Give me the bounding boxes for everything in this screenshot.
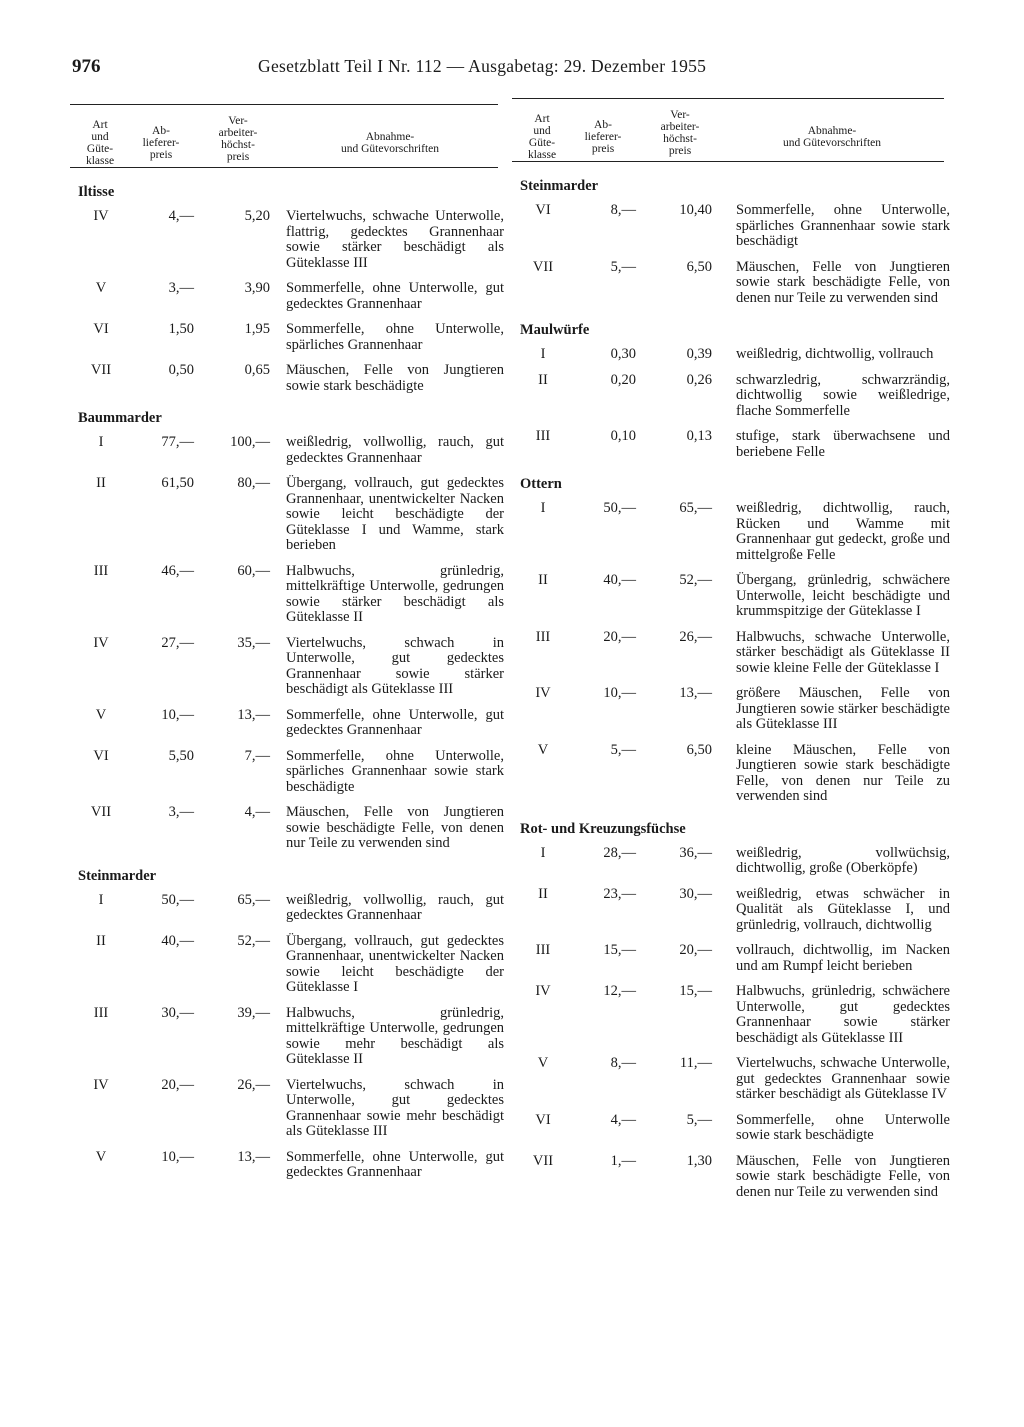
quality-description: Übergang, grünledrig, schwächere Unterwolle, leicht beschädigte und krummspitzige der Güteklasse I [736, 572, 950, 619]
quality-class: V [95, 1148, 107, 1165]
quality-description: weißledrig, dichtwollig, vollrauch [736, 346, 934, 362]
header-verarbeiter: Ver- arbeiter- höchst- preis [218, 115, 258, 163]
verarbeiter-price: 0,65 [244, 362, 270, 378]
table-row [512, 1152, 950, 1201]
quality-class: III [535, 628, 551, 645]
quality-class: IV [93, 208, 109, 224]
quality-class: VI [93, 747, 109, 764]
quality-class: V [95, 280, 107, 296]
table-row [512, 1111, 950, 1144]
quality-class: II [96, 932, 106, 949]
header-abnahme: Abnahme- und Gütevorschriften [782, 125, 882, 149]
table-row [512, 885, 950, 934]
ablieferer-price: 10,— [161, 706, 194, 723]
quality-class: IV [93, 1076, 109, 1093]
ablieferer-price: 4,— [168, 208, 194, 224]
ablieferer-price: 40,— [161, 932, 194, 949]
quality-class: VI [535, 202, 551, 218]
table-row [512, 1055, 950, 1103]
quality-description: Viertelwuchs, schwach in Unterwolle, gut gedecktes Grannenhaar sowie mehr beschädigt als Güteklasse III [286, 1076, 504, 1139]
verarbeiter-price: 4,— [244, 804, 270, 820]
ablieferer-price: 3,— [168, 280, 194, 296]
page-header [72, 56, 952, 82]
quality-description: Viertelwuchs, schwache Unterwolle, gut gedecktes Grannenhaar sowie stärker beschädigt als Güteklasse IV [736, 1055, 950, 1102]
table-row [70, 706, 504, 739]
quality-description: kleine Mäuschen, Felle von Jungtieren sowie stark beschädigte Felle, von denen nur Teile zu verwenden sind [736, 741, 950, 804]
table-row [512, 500, 950, 563]
quality-description: Mäuschen, Felle von Jungtieren sowie stark beschädigte Felle, von denen nur Teile zu verwenden sind [736, 258, 950, 306]
quality-class: I [98, 434, 104, 450]
quality-class: V [537, 741, 549, 758]
header-ablieferer: Ab- lieferer- preis [584, 119, 622, 155]
table-row [512, 202, 950, 250]
quality-class: IV [535, 983, 551, 999]
quality-description: schwarzledrig, schwarzrändig, dichtwollig sowie weißledrige, flache Sommerfelle [736, 371, 950, 419]
table-row [70, 562, 504, 626]
ablieferer-price: 0,20 [610, 371, 636, 388]
quality-class: I [540, 844, 546, 861]
page-title: Gesetzblatt Teil I Nr. 112 — Ausgabetag: 29. Dezember 1955 [258, 56, 707, 76]
ablieferer-price: 50,— [161, 891, 194, 908]
quality-description: Sommerfelle, ohne Unterwolle, gut gedecktes Grannenhaar [286, 706, 504, 738]
verarbeiter-price: 52,— [237, 932, 270, 949]
quality-class: VI [93, 321, 109, 337]
quality-description: weißledrig, etwas schwächer in Qualität als Güteklasse I, und grünledrig, vollrauch, dichtwollig [736, 885, 950, 933]
verarbeiter-price: 6,50 [686, 258, 712, 275]
quality-description: Sommerfelle, ohne Unterwolle, spärliches Grannenhaar sowie stark beschädigt [736, 202, 950, 249]
quality-class: I [98, 891, 104, 908]
table-row [70, 804, 504, 852]
ablieferer-price: 23,— [603, 885, 636, 902]
quality-description: größere Mäuschen, Felle von Jungtieren sowie stärker beschädigte als Güteklasse III [736, 685, 950, 732]
quality-description: vollrauch, dichtwollig, im Nacken und am Rumpf leicht berieben [736, 942, 950, 974]
quality-class: VII [532, 258, 554, 275]
header-verarbeiter: Ver- arbeiter- höchst- preis [660, 109, 700, 157]
table-row [512, 428, 950, 460]
section-title: Steinmarder [78, 867, 157, 884]
ablieferer-price: 20,— [161, 1076, 194, 1093]
quality-description: Sommerfelle, ohne Unterwolle, spärliches Grannenhaar [286, 321, 504, 353]
ablieferer-price: 0,30 [610, 346, 636, 362]
quality-description: Halbwuchs, grünledrig, mittelkräftige Unterwolle, gedrungen sowie mehr beschädigt als Güteklasse II [286, 1004, 504, 1067]
verarbeiter-price: 1,30 [686, 1152, 712, 1169]
page-number: 976 [72, 56, 101, 77]
quality-class: VII [90, 804, 112, 820]
verarbeiter-price: 5,20 [244, 208, 270, 224]
ablieferer-price: 46,— [161, 562, 194, 579]
quality-class: III [535, 428, 551, 444]
quality-description: Mäuschen, Felle von Jungtieren sowie stark beschädigte Felle, von denen nur Teile zu verwenden sind [736, 1152, 950, 1200]
section-title: Maulwürfe [520, 322, 590, 338]
table-row [70, 1148, 504, 1181]
quality-description: Mäuschen, Felle von Jungtieren sowie beschädigte Felle, von denen nur Teile zu verwenden sind [286, 804, 504, 851]
quality-description: weißledrig, vollwüchsig, dichtwollig, große (Oberköpfe) [736, 844, 950, 876]
verarbeiter-price: 7,— [244, 747, 270, 764]
quality-description: stufige, stark überwachsene und beriebene Felle [736, 428, 950, 460]
ablieferer-price: 0,10 [610, 428, 636, 444]
ablieferer-price: 77,— [161, 434, 194, 450]
verarbeiter-price: 13,— [679, 685, 712, 701]
quality-description: Halbwuchs, schwache Unterwolle, stärker beschädigt als Güteklasse II sowie kleine Felle der Güteklasse I [736, 628, 950, 676]
right-column [512, 98, 950, 1210]
quality-class: V [95, 706, 107, 723]
ablieferer-price: 12,— [603, 983, 636, 999]
verarbeiter-price: 0,26 [686, 371, 712, 388]
verarbeiter-price: 6,50 [686, 741, 712, 758]
quality-description: Mäuschen, Felle von Jungtieren sowie stark beschädigte [286, 362, 504, 394]
section-title: Ottern [520, 476, 562, 492]
table-header [512, 98, 944, 162]
ablieferer-price: 30,— [161, 1004, 194, 1021]
verarbeiter-price: 15,— [679, 983, 712, 999]
quality-class: III [93, 1004, 109, 1021]
section-title: Iltisse [78, 184, 115, 200]
header-abnahme: Abnahme- und Gütevorschriften [340, 131, 440, 155]
table-row [70, 747, 504, 796]
quality-class: IV [93, 634, 109, 651]
table-header [70, 104, 498, 168]
quality-class: III [93, 562, 109, 579]
ablieferer-price: 27,— [161, 634, 194, 651]
quality-class: V [537, 1055, 549, 1071]
verarbeiter-price: 3,90 [244, 280, 270, 296]
verarbeiter-price: 26,— [679, 628, 712, 645]
table-row [512, 572, 950, 620]
ablieferer-price: 1,— [610, 1152, 636, 1169]
ablieferer-price: 1,50 [168, 321, 194, 337]
table-row [512, 628, 950, 677]
quality-description: Viertelwuchs, schwach in Unterwolle, gut gedecktes Grannenhaar sowie stärker beschädigt als Güteklasse III [286, 634, 504, 697]
header-art: Art und Güte- klasse [527, 113, 557, 161]
quality-class: I [540, 346, 546, 362]
verarbeiter-price: 13,— [237, 706, 270, 723]
ablieferer-price: 8,— [610, 202, 636, 218]
table-row [70, 475, 504, 554]
quality-class: VII [90, 362, 112, 378]
table-row [70, 634, 504, 698]
section-title: Rot- und Kreuzungsfüchse [520, 820, 686, 837]
ablieferer-price: 61,50 [161, 475, 194, 491]
quality-class: II [96, 475, 106, 491]
table-row [512, 741, 950, 805]
quality-class: VI [535, 1111, 551, 1128]
section-title: Steinmarder [520, 178, 599, 194]
verarbeiter-price: 52,— [679, 572, 712, 588]
ablieferer-price: 20,— [603, 628, 636, 645]
quality-description: Viertelwuchs, schwache Unterwolle, flattrig, gedecktes Grannenhaar sowie stärker beschädigt als Güteklasse III [286, 208, 504, 271]
quality-description: Sommerfelle, ohne Unterwolle, gut gedecktes Grannenhaar [286, 1148, 504, 1180]
quality-class: I [540, 500, 546, 516]
table-row [70, 208, 504, 271]
table-row [70, 1004, 504, 1068]
quality-class: II [538, 371, 548, 388]
quality-class: VII [532, 1152, 554, 1169]
verarbeiter-price: 0,13 [686, 428, 712, 444]
table-row [70, 321, 504, 353]
quality-description: Übergang, vollrauch, gut gedecktes Grannenhaar, unentwickelter Nacken sowie leicht beschädigte der Güteklasse I und Wamme, stark berieben [286, 475, 504, 553]
quality-description: Sommerfelle, ohne Unterwolle sowie stark beschädigte [736, 1111, 950, 1143]
ablieferer-price: 15,— [603, 942, 636, 958]
table-row [70, 1076, 504, 1140]
verarbeiter-price: 60,— [237, 562, 270, 579]
verarbeiter-price: 39,— [237, 1004, 270, 1021]
quality-class: IV [535, 685, 551, 701]
ablieferer-price: 4,— [610, 1111, 636, 1128]
table-row [512, 942, 950, 974]
ablieferer-price: 0,50 [168, 362, 194, 378]
table-row [512, 844, 950, 877]
verarbeiter-price: 26,— [237, 1076, 270, 1093]
verarbeiter-price: 65,— [679, 500, 712, 516]
verarbeiter-price: 5,— [686, 1111, 712, 1128]
ablieferer-price: 28,— [603, 844, 636, 861]
right-sections [512, 178, 950, 1200]
ablieferer-price: 50,— [603, 500, 636, 516]
left-column [70, 104, 504, 1191]
verarbeiter-price: 13,— [237, 1148, 270, 1165]
left-sections [70, 184, 504, 1181]
verarbeiter-price: 65,— [237, 891, 270, 908]
quality-description: Halbwuchs, grünledrig, schwächere Unterwolle, gut gedecktes Grannenhaar sowie stärker beschädigt als Güteklasse III [736, 983, 950, 1046]
verarbeiter-price: 100,— [230, 434, 270, 450]
verarbeiter-price: 36,— [679, 844, 712, 861]
quality-class: III [535, 942, 551, 958]
ablieferer-price: 40,— [603, 572, 636, 588]
table-row [512, 347, 944, 363]
quality-description: weißledrig, dichtwollig, rauch, Rücken und Wamme mit Grannenhaar gut gedeckt, große und mittelgroße Felle [736, 500, 950, 563]
table-row [512, 983, 950, 1046]
ablieferer-price: 5,50 [168, 747, 194, 764]
header-art: Art und Güte- klasse [85, 119, 115, 167]
ablieferer-price: 5,— [610, 258, 636, 275]
table-row [512, 371, 950, 420]
quality-description: Sommerfelle, ohne Unterwolle, gut gedecktes Grannenhaar [286, 280, 504, 312]
ablieferer-price: 10,— [603, 685, 636, 701]
table-row [70, 932, 504, 996]
table-row [70, 434, 504, 466]
table-row [512, 685, 950, 733]
table-row [70, 362, 504, 394]
verarbeiter-price: 20,— [679, 942, 712, 958]
table-row [70, 280, 504, 312]
ablieferer-price: 8,— [610, 1055, 636, 1071]
quality-class: II [538, 572, 548, 588]
table-row [70, 891, 504, 924]
verarbeiter-price: 0,39 [686, 346, 712, 362]
quality-description: weißledrig, vollwollig, rauch, gut gedecktes Grannenhaar [286, 891, 504, 923]
quality-description: weißledrig, vollwollig, rauch, gut gedecktes Grannenhaar [286, 434, 504, 466]
verarbeiter-price: 35,— [237, 634, 270, 651]
quality-description: Halbwuchs, grünledrig, mittelkräftige Unterwolle, gedrungen sowie stärker beschädigt als Güteklasse II [286, 562, 504, 625]
ablieferer-price: 5,— [610, 741, 636, 758]
quality-description: Sommerfelle, ohne Unterwolle, spärliches Grannenhaar sowie stark beschädigte [286, 747, 504, 795]
quality-class: II [538, 885, 548, 902]
verarbeiter-price: 30,— [679, 885, 712, 902]
ablieferer-price: 3,— [168, 804, 194, 820]
verarbeiter-price: 10,40 [679, 202, 712, 218]
verarbeiter-price: 11,— [679, 1055, 712, 1071]
table-row [512, 258, 950, 307]
section-title: Baummarder [78, 410, 162, 426]
header-ablieferer: Ab- lieferer- preis [142, 125, 180, 161]
quality-description: Übergang, vollrauch, gut gedecktes Grannenhaar, unentwickelter Nacken sowie leicht beschädigte der Güteklasse I [286, 932, 504, 995]
verarbeiter-price: 1,95 [244, 321, 270, 337]
ablieferer-price: 10,— [161, 1148, 194, 1165]
verarbeiter-price: 80,— [237, 475, 270, 491]
